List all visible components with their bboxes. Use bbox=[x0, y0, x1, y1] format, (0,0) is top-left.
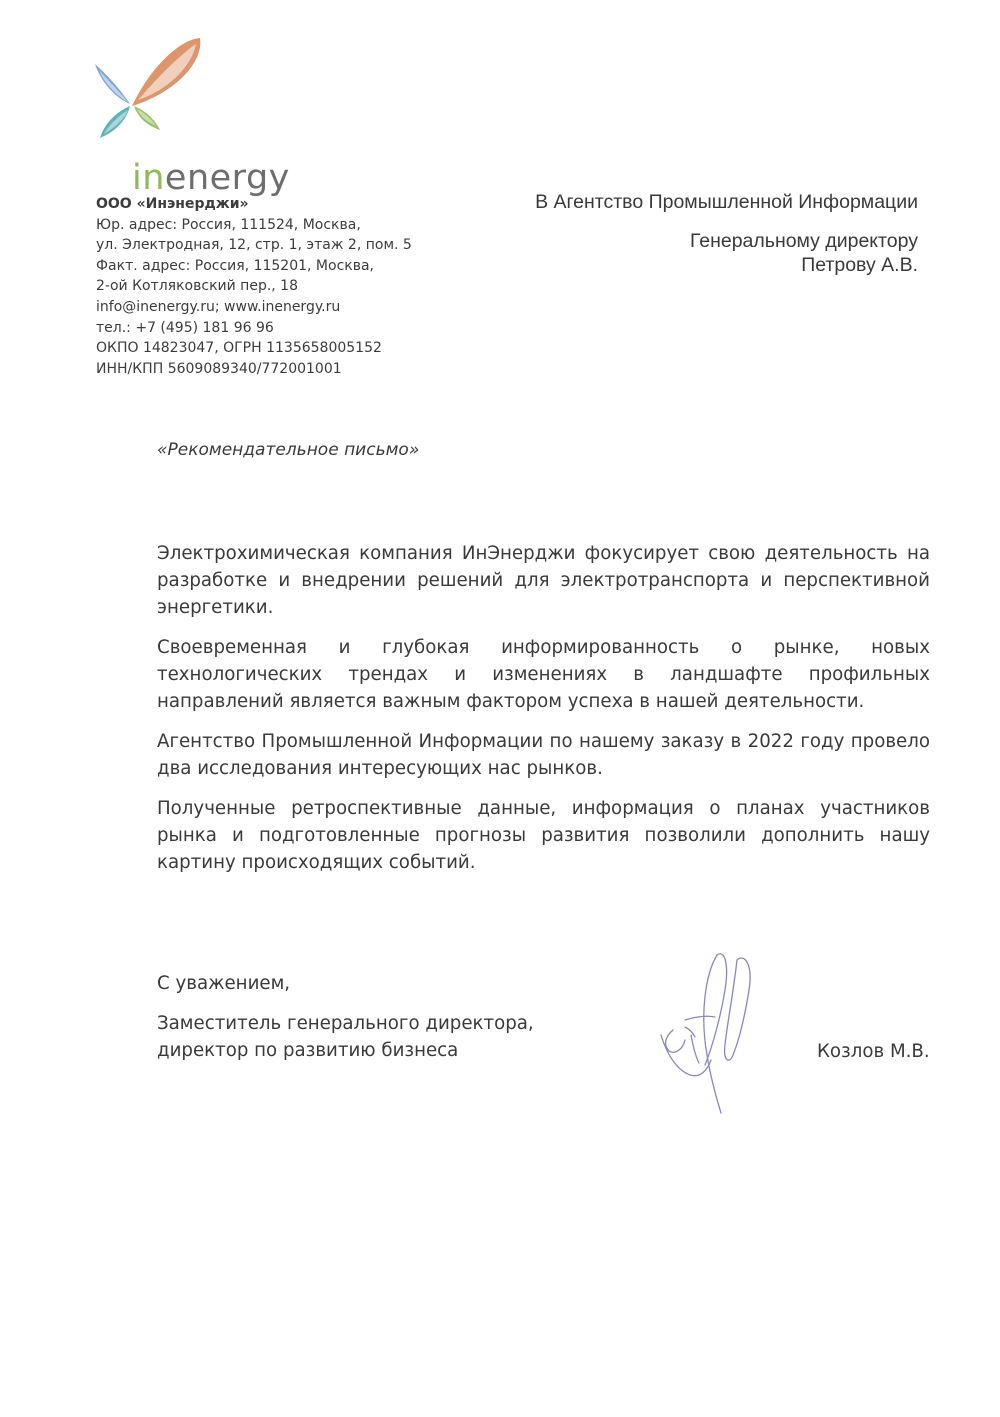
sender-line: 2-ой Котляковский пер., 18 bbox=[96, 278, 298, 295]
body-paragraph: Электрохимическая компания ИнЭнерджи фокусирует свою деятельность на разработке и внедрении решений для электротранспорта и перспективной энергетики. bbox=[157, 543, 930, 618]
recipient-position: Генеральному директору bbox=[690, 230, 918, 252]
letter-subject: «Рекомендательное письмо» bbox=[157, 440, 420, 460]
recipient-agency: В Агентство Промышленной Информации bbox=[535, 191, 918, 213]
sender-line: ИНН/КПП 5609089340/772001001 bbox=[96, 360, 342, 377]
logo-word-energy: energy bbox=[164, 158, 290, 198]
sender-requisites bbox=[96, 194, 426, 379]
handwritten-signature bbox=[655, 945, 775, 1120]
body-paragraph: Своевременная и глубокая информированность о рынке, новых технологических трендах и изменениях в ландшафте профильных направлений является важным фактором успеха в нашей деятельности. bbox=[157, 637, 930, 712]
company-logo bbox=[92, 34, 292, 198]
sender-line: Юр. адрес: Россия, 111524, Москва, bbox=[96, 216, 361, 233]
body-paragraph: Полученные ретроспективные данные, информация о планах участников рынка и подготовленные прогнозы развития позволили дополнить нашу картину происходящих событий. bbox=[157, 798, 930, 873]
sender-line: Факт. адрес: Россия, 115201, Москва, bbox=[96, 257, 375, 274]
body-paragraph: Агентство Промышленной Информации по нашему заказу в 2022 году провело два исследования интересующих нас рынков. bbox=[157, 731, 930, 779]
closing-regards: С уважением, bbox=[157, 973, 291, 994]
recipient-name: Петрову А.В. bbox=[801, 254, 918, 276]
recipient-block bbox=[478, 190, 918, 277]
logo-word-in: in bbox=[132, 158, 165, 198]
sender-line: тел.: +7 (495) 181 96 96 bbox=[96, 319, 274, 336]
logo-wordmark bbox=[132, 158, 290, 198]
sender-line: ОКПО 14823047, ОГРН 1135658005152 bbox=[96, 340, 382, 357]
signer-title-line: Заместитель генерального директора, bbox=[157, 1013, 534, 1034]
sender-company: ООО «Инэнерджи» bbox=[96, 196, 249, 212]
sender-line: info@inenergy.ru; www.inenergy.ru bbox=[96, 298, 341, 315]
sender-line: ул. Электродная, 12, стр. 1, этаж 2, пом. 5 bbox=[96, 237, 412, 254]
butterfly-logo-icon bbox=[92, 34, 292, 164]
letter-body bbox=[157, 540, 930, 889]
signer-title-line: директор по развитию бизнеса bbox=[157, 1040, 459, 1061]
letter-closing bbox=[157, 970, 534, 1064]
signer-name: Козлов М.В. bbox=[817, 1041, 930, 1062]
